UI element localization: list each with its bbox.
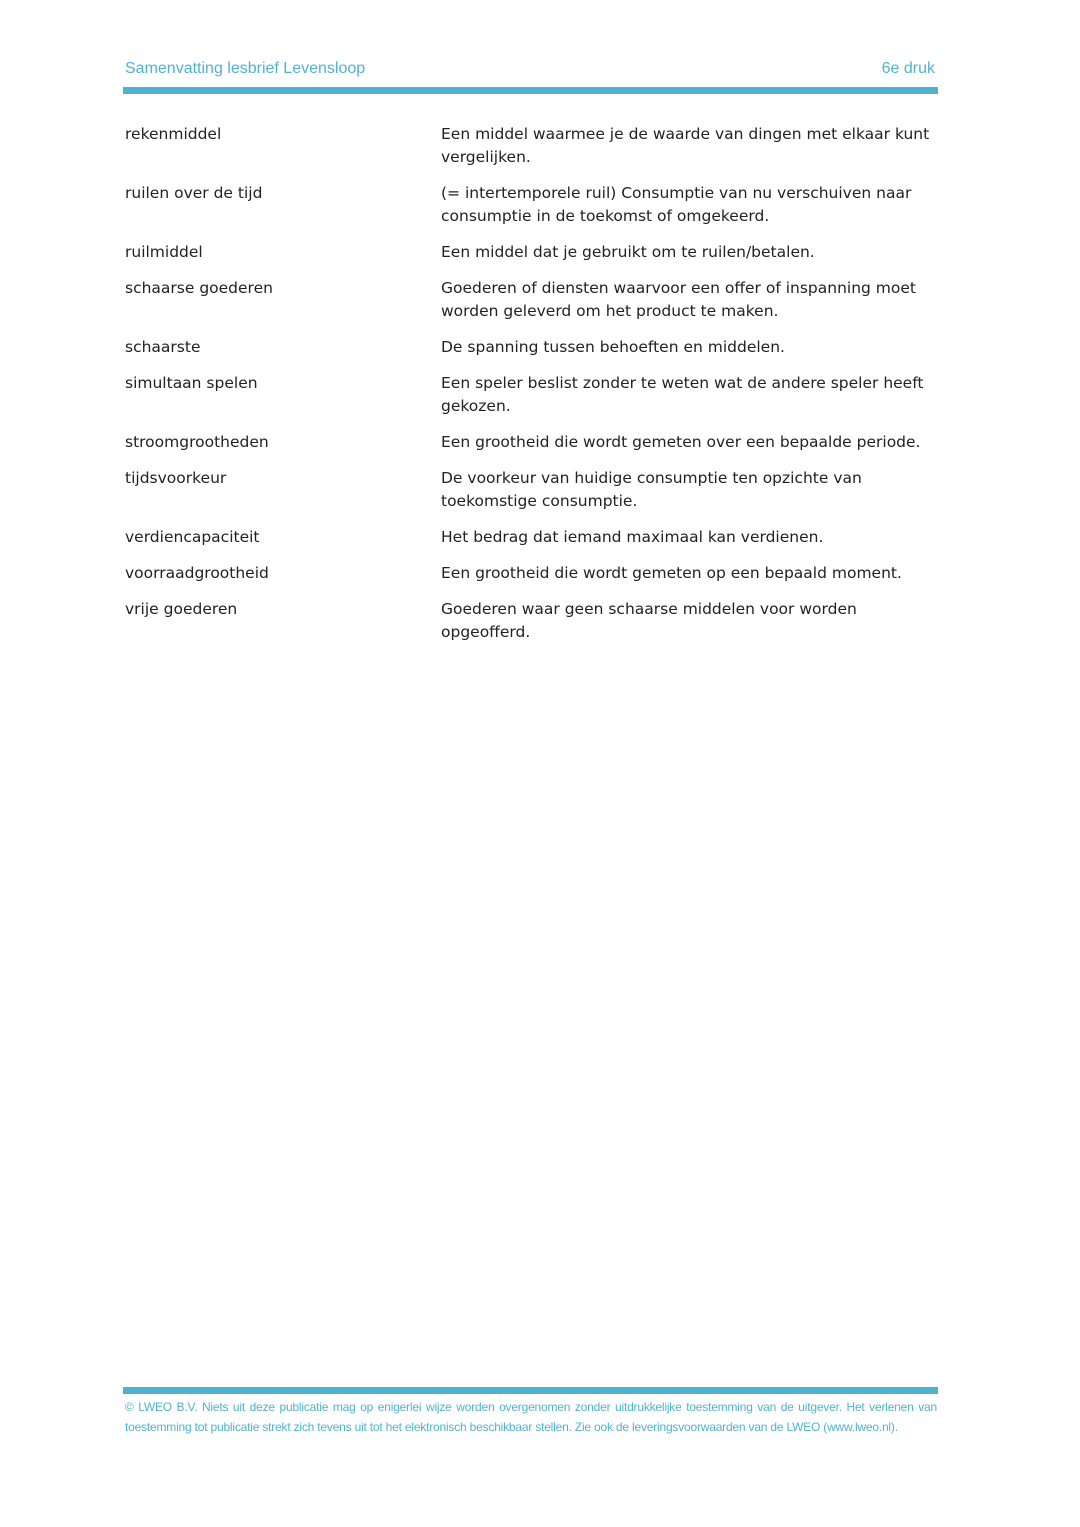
document-title: Samenvatting lesbrief Levensloop xyxy=(125,60,366,77)
glossary-entry xyxy=(125,562,937,585)
glossary-term: schaarse goederen xyxy=(125,279,273,297)
glossary-definition: Een grootheid die wordt gemeten over een bepaalde periode. xyxy=(441,433,921,451)
glossary-term: ruilen over de tijd xyxy=(125,184,263,202)
glossary-term: voorraadgrootheid xyxy=(125,564,269,582)
glossary-term: verdiencapaciteit xyxy=(125,528,260,546)
glossary-entry xyxy=(125,182,937,228)
header-divider xyxy=(123,87,938,94)
footer-divider xyxy=(123,1387,938,1394)
edition-label: 6e druk xyxy=(881,60,935,77)
glossary-entry xyxy=(125,467,937,513)
glossary-entry xyxy=(125,241,937,264)
glossary-definition: Een grootheid die wordt gemeten op een bepaald moment. xyxy=(441,564,902,582)
glossary-entry xyxy=(125,336,937,359)
glossary-definition: Een middel waarmee je de waarde van dingen met elkaar kunt vergelijken. xyxy=(441,125,930,166)
glossary-term: rekenmiddel xyxy=(125,125,222,143)
glossary-definition: De spanning tussen behoeften en middelen. xyxy=(441,338,785,356)
glossary-entry xyxy=(125,123,937,169)
glossary-definition: Een speler beslist zonder te weten wat de andere speler heeft gekozen. xyxy=(441,374,924,415)
copyright-notice: © LWEO B.V. Niets uit deze publicatie mag op enigerlei wijze worden overgenomen zonder uitdrukkelijke toestemming van de uitgever. Het verlenen van toestemming tot publicatie strekt zich tevens uit tot het elektronisch beschikbaar stellen. Zie ook de leveringsvoorwaarden van de LWEO (www.lweo.nl). xyxy=(125,1400,937,1434)
glossary-term: schaarste xyxy=(125,338,201,356)
glossary-term: stroomgrootheden xyxy=(125,433,269,451)
glossary-list xyxy=(125,123,937,657)
glossary-definition: Een middel dat je gebruikt om te ruilen/betalen. xyxy=(441,243,815,261)
glossary-definition: Het bedrag dat iemand maximaal kan verdienen. xyxy=(441,528,824,546)
glossary-entry xyxy=(125,526,937,549)
glossary-entry xyxy=(125,277,937,323)
glossary-definition: De voorkeur van huidige consumptie ten opzichte van toekomstige consumptie. xyxy=(441,469,862,510)
glossary-term: tijdsvoorkeur xyxy=(125,469,227,487)
glossary-term: ruilmiddel xyxy=(125,243,203,261)
glossary-term: simultaan spelen xyxy=(125,374,258,392)
page-header xyxy=(125,60,937,84)
glossary-definition: Goederen of diensten waarvoor een offer of inspanning moet worden geleverd om het product te maken. xyxy=(441,279,916,320)
glossary-entry xyxy=(125,431,937,454)
glossary-term: vrije goederen xyxy=(125,600,238,618)
glossary-definition: Goederen waar geen schaarse middelen voor worden opgeofferd. xyxy=(441,600,857,641)
glossary-definition: (= intertemporele ruil) Consumptie van nu verschuiven naar consumptie in de toekomst of omgekeerd. xyxy=(441,184,912,225)
glossary-entry xyxy=(125,372,937,418)
glossary-entry xyxy=(125,598,937,644)
